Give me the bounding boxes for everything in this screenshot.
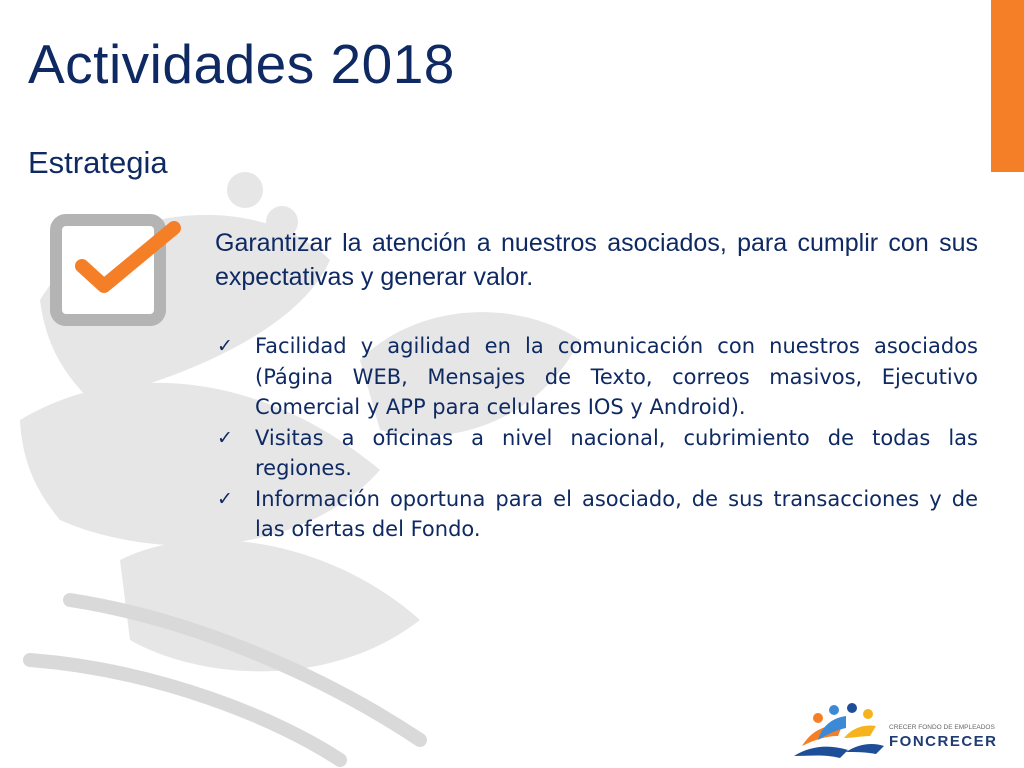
slide-title: Actividades 2018 [28, 33, 455, 95]
strategy-bullet-list [215, 331, 978, 545]
foncrecer-logo [788, 700, 1024, 768]
list-item [215, 331, 978, 423]
strategy-statement: Garantizar la atención a nuestros asociados, para cumplir con sus expectativas y generar valor. [215, 229, 978, 291]
list-item [215, 484, 978, 545]
check-mark-icon: ✓ [217, 335, 233, 357]
bullet-text: Información oportuna para el asociado, de sus transacciones y de las ofertas del Fondo. [255, 486, 978, 541]
check-mark-icon: ✓ [217, 487, 233, 510]
slide-subtitle: Estrategia [28, 145, 168, 180]
logo-name: FONCRECER [889, 733, 998, 750]
list-item [215, 423, 978, 484]
bullet-text: Visitas a oficinas a nivel nacional, cubrimiento de todas las regiones. [255, 425, 978, 480]
logo-tagline: CRECER FONDO DE EMPLEADOS [889, 724, 995, 731]
checkbox-check-icon [48, 212, 184, 328]
bullet-text: Facilidad y agilidad en la comunicación con nuestros asociados (Página WEB, Mensajes de Texto, correos masivos, Ejecutivo Comercial y APP para celulares IOS y Android). [255, 334, 978, 419]
accent-bar [991, 0, 1024, 172]
check-mark-icon: ✓ [217, 426, 233, 449]
